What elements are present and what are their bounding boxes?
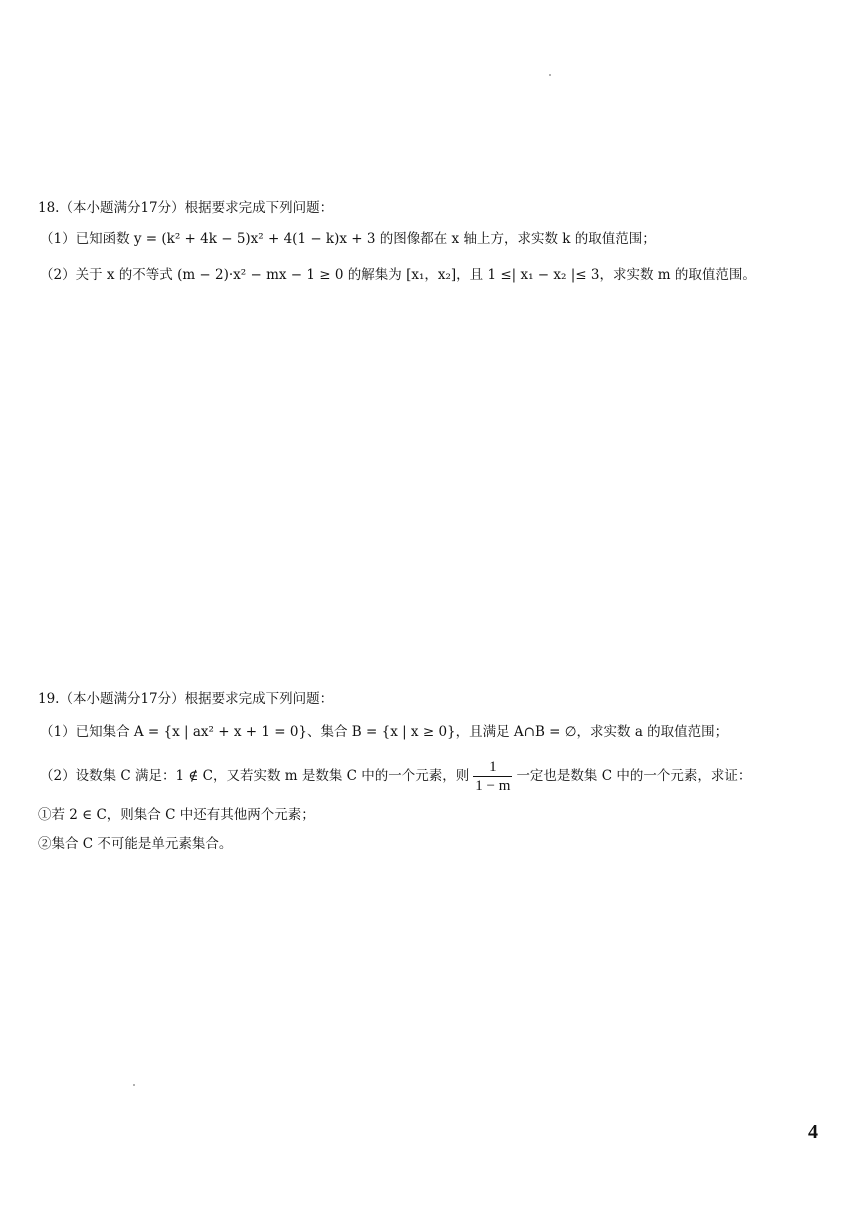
q19-part1: （1）已知集合 A = {x | ax² + x + 1 = 0}、集合 B = {x | x ≥ 0}，且满足 A∩B = ∅，求实数 a 的取值范围； (40, 724, 729, 740)
q19-part2 (40, 757, 751, 795)
q19-part2-text-after: 一定也是数集 C 中的一个元素，求证： (516, 768, 752, 784)
q19-part2-text-before: （2）设数集 C 满足：1 ∉ C，又若实数 m 是数集 C 中的一个元素，则 (40, 768, 470, 784)
q18-part1: （1）已知函数 y = (k² + 4k − 5)x² + 4(1 − k)x + 3 的图像都在 x 轴上方，求实数 k 的取值范围； (40, 231, 656, 247)
fraction-numerator: 1 (473, 758, 512, 777)
fraction (473, 758, 512, 795)
q19-item1: ①若 2 ∈ C，则集合 C 中还有其他两个元素； (38, 807, 315, 823)
q18-heading: 18.（本小题满分17分）根据要求完成下列问题： (38, 200, 334, 216)
q19-heading: 19.（本小题满分17分）根据要求完成下列问题： (38, 691, 334, 707)
q18-part2: （2）关于 x 的不等式 (m − 2)·x² − mx − 1 ≥ 0 的解集为 [x₁，x₂]，且 1 ≤| x₁ − x₂ |≤ 3，求实数 m 的取值范围。 (40, 267, 756, 283)
q19-item2: ②集合 C 不可能是单元素集合。 (38, 836, 233, 852)
page-number: 4 (808, 1121, 818, 1143)
scan-dot (549, 74, 551, 76)
scan-dot (133, 1084, 135, 1086)
fraction-denominator: 1 − m (475, 778, 511, 794)
